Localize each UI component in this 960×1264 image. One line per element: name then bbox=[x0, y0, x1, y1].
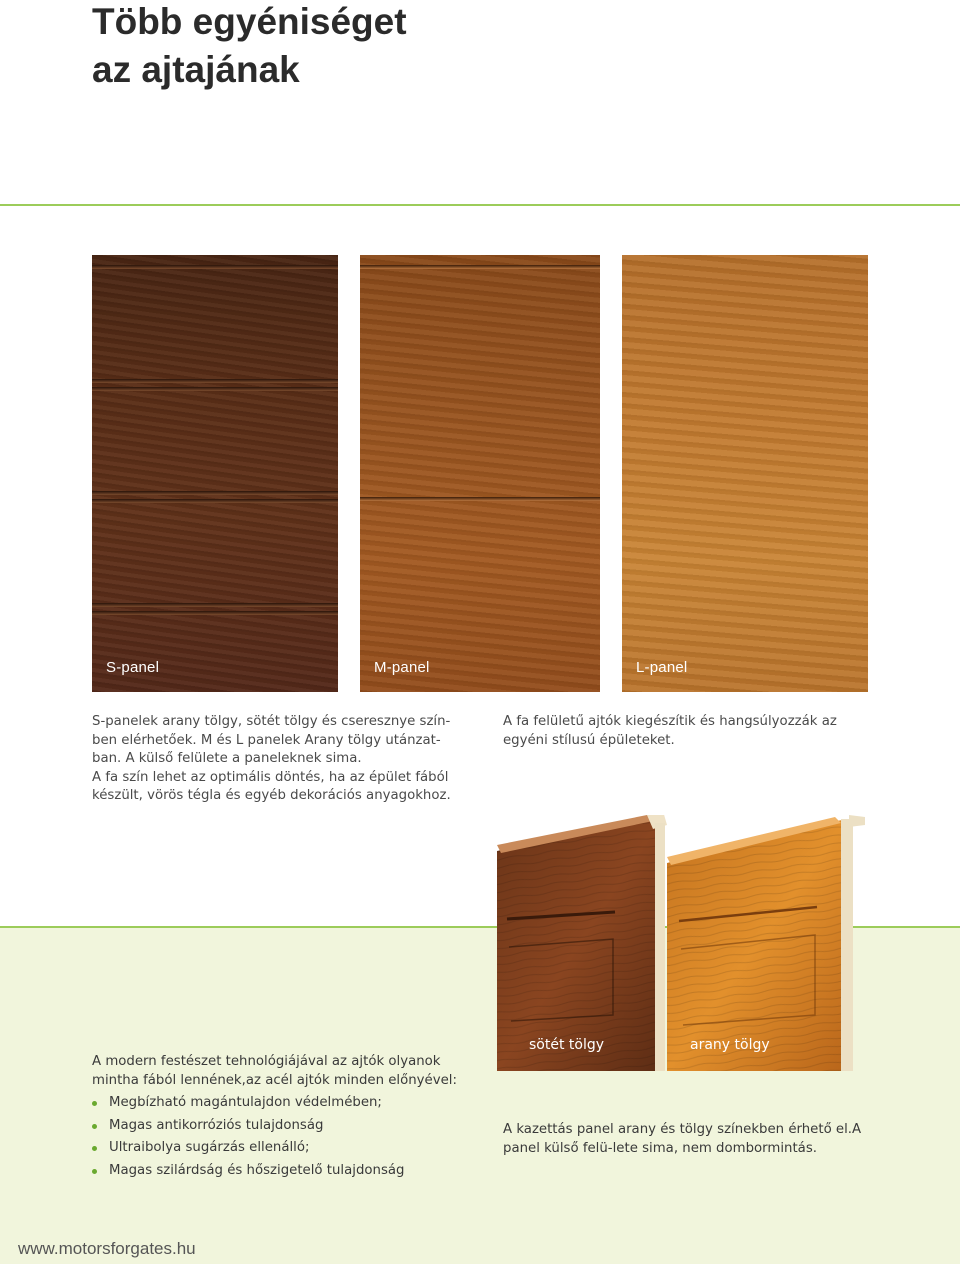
list-item: Magas antikorróziós tulajdonság bbox=[92, 1115, 492, 1138]
l-panel-label: L-panel bbox=[636, 659, 688, 676]
description-line: készült, vörös tégla és egyéb dekorációs anyagokhoz. bbox=[92, 788, 451, 803]
panel-groove bbox=[360, 265, 600, 269]
golden-oak-caption: arany tölgy bbox=[690, 1037, 770, 1053]
m-panel-label: M-panel bbox=[374, 659, 430, 676]
panel-groove bbox=[92, 611, 338, 615]
panel-groove bbox=[360, 497, 600, 501]
cassette-door-photo bbox=[497, 815, 869, 1071]
panel-groove bbox=[92, 603, 338, 607]
features-intro bbox=[92, 1053, 492, 1090]
intro-line: mintha fából lennének,az acél ajtók minden előnyével: bbox=[92, 1072, 457, 1088]
list-item: Megbízható magántulajdon védelmében; bbox=[92, 1092, 492, 1115]
wood-surface-note bbox=[503, 713, 863, 750]
intro-line: A modern festészet tehnológiájával az ajtók olyanok bbox=[92, 1054, 441, 1069]
cassette-line: A kazettás panel arany és tölgy színekben érhető el.A bbox=[503, 1122, 862, 1137]
list-item: Magas szilárdság és hőszigetelő tulajdonság bbox=[92, 1160, 492, 1183]
panel-groove bbox=[92, 265, 338, 269]
door-samples-illustration bbox=[497, 815, 869, 1071]
l-panel-sample bbox=[622, 255, 868, 692]
title-line-2: az ajtajának bbox=[92, 49, 300, 90]
description-line: ban. A külső felülete a paneleknek sima. bbox=[92, 751, 362, 766]
cassette-note bbox=[503, 1121, 873, 1158]
note-line: egyéni stílusú épületeket. bbox=[503, 732, 675, 748]
description-line: ben elérhetőek. M és L panelek Arany tölgy utánzat- bbox=[92, 732, 441, 748]
panel-description bbox=[92, 713, 492, 806]
note-line: A fa felületű ajtók kiegészítik és hangsúlyozzák az bbox=[503, 714, 837, 729]
page-title bbox=[92, 0, 407, 94]
list-item: Ultraibolya sugárzás ellenálló; bbox=[92, 1137, 492, 1160]
m-panel-sample bbox=[360, 255, 600, 692]
dark-oak-caption: sötét tölgy bbox=[529, 1037, 605, 1053]
title-line-1: Több egyéniséget bbox=[92, 1, 407, 42]
s-panel-sample bbox=[92, 255, 338, 692]
description-line: S-panelek arany tölgy, sötét tölgy és cseresznye szín- bbox=[92, 714, 451, 729]
s-panel-label: S-panel bbox=[106, 659, 160, 676]
panel-groove bbox=[92, 491, 338, 495]
panel-groove bbox=[92, 499, 338, 503]
cassette-line: panel külső felü-lete sima, nem dombormintás. bbox=[503, 1140, 817, 1156]
panel-groove bbox=[92, 379, 338, 383]
footer-website-url: www.motorsforgates.hu bbox=[18, 1239, 196, 1258]
features-block bbox=[92, 1053, 492, 1182]
panel-groove bbox=[92, 387, 338, 391]
features-list bbox=[92, 1092, 492, 1182]
title-divider bbox=[0, 204, 960, 206]
description-line: A fa szín lehet az optimális döntés, ha az épület fából bbox=[92, 769, 449, 785]
